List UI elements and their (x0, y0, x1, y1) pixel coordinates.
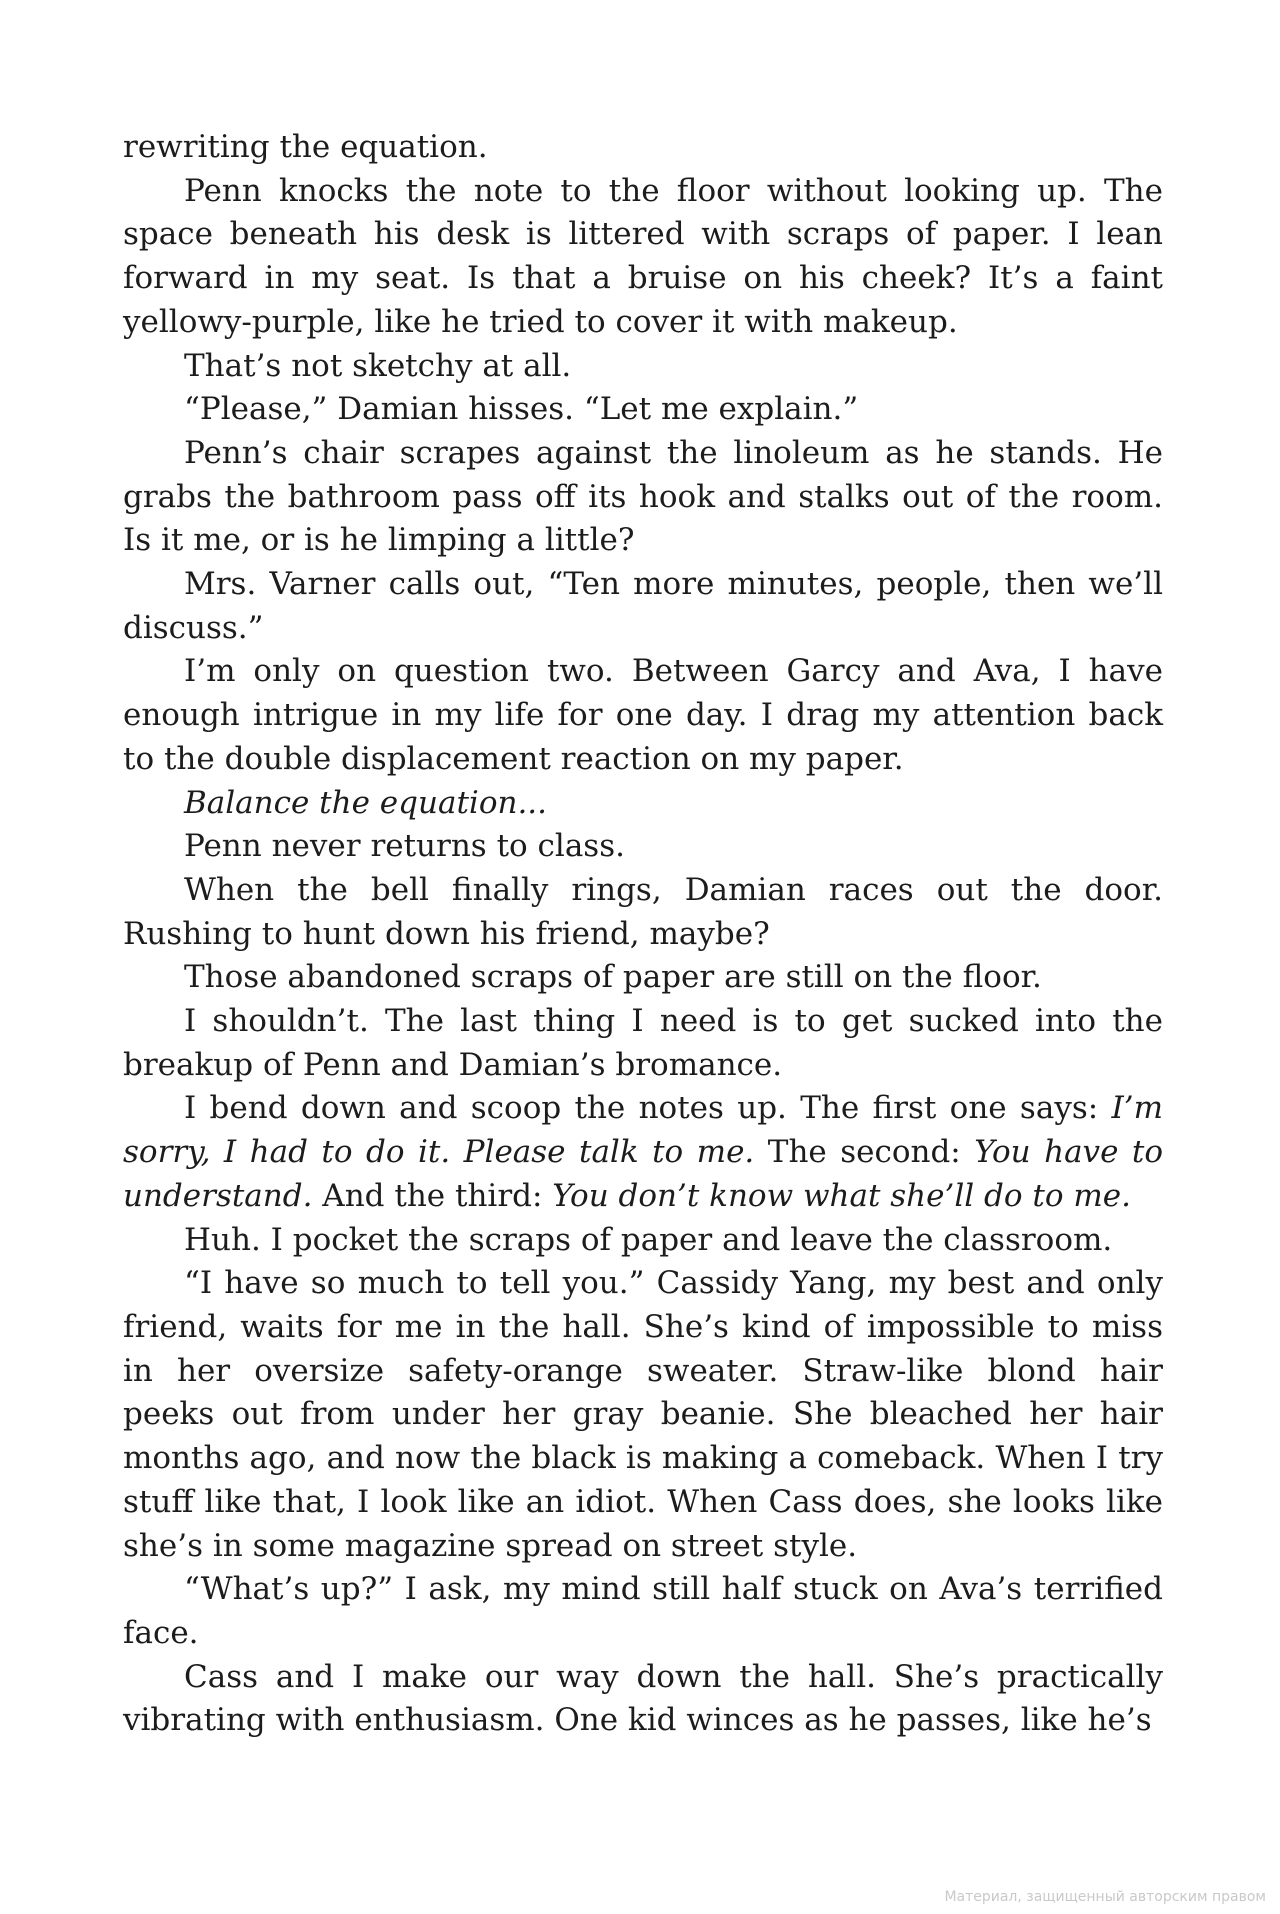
paragraph-text: I’m only on question two. Between Garcy and Ava, I have enough intrigue in my life for one day. I drag my attention back to the double displacement reaction on my paper. (123, 653, 1163, 777)
paragraph-text: “I have so much to tell you.” Cassidy Yang, my best and only friend, waits for me in the hall. She’s kind of impossible to miss in her oversize safety-orange sweater. Straw-like blond hair peeks out from under her gray beanie. She bleached her hair months ago, and now the black is making a comeback. When I try stuff like that, I look like an idiot. When Cass does, she looks like she’s in some magazine spread on street style. (123, 1265, 1163, 1564)
paragraph-text: Those abandoned scraps of paper are still on the floor. (184, 959, 1042, 996)
paragraph-text: “What’s up?” I ask, my mind still half stuck on Ava’s terrified face. (123, 1571, 1163, 1651)
paragraph (123, 345, 1163, 389)
paragraph-text: Mrs. Varner calls out, “Ten more minutes, people, then we’ll discuss.” (123, 566, 1163, 646)
paragraph (123, 1568, 1163, 1655)
paragraph-text: Cass and I make our way down the hall. She’s practically vibrating with enthusiasm. One kid winces as he passes, like he’s (123, 1658, 1163, 1739)
copyright-watermark: Материал, защищенный авторским правом (944, 1889, 1266, 1905)
book-page-text (123, 126, 1163, 1743)
paragraph-text: When the bell finally rings, Damian races out the door. Rushing to hunt down his friend, maybe? (123, 871, 1163, 952)
paragraph (123, 1087, 1163, 1218)
paragraph (123, 1000, 1163, 1087)
paragraph-text: Penn knocks the note to the floor without looking up. The space beneath his desk is littered with scraps of paper. I lean forward in my seat. Is that a bruise on his cheek? It’s a faint yellowy-purple, like he tried to cover it with makeup. (123, 172, 1163, 340)
italic-text: You have to understand. (123, 1134, 1163, 1214)
italic-text: Balance the equation... (184, 784, 548, 821)
paragraph (123, 388, 1163, 432)
paragraph-text: rewriting the equation. (123, 129, 488, 165)
paragraph (123, 956, 1163, 1000)
paragraph (123, 650, 1163, 781)
paragraph-text: “Please,” Damian hisses. “Let me explain.” (184, 391, 859, 428)
italic-text: You don’t know what she’ll do to me. (552, 1177, 1131, 1214)
paragraph (123, 825, 1163, 869)
paragraph (123, 1656, 1163, 1743)
paragraph-text: I shouldn’t. The last thing I need is to get sucked into the breakup of Penn and Damian’s bromance. (123, 1003, 1163, 1083)
paragraph (123, 170, 1163, 345)
paragraph-text: Penn’s chair scrapes against the linoleum as he stands. He grabs the bathroom pass off its hook and stalks out of the room. Is it me, or is he limping a little? (123, 434, 1163, 559)
paragraph (123, 1219, 1163, 1263)
paragraph-text: The second: (754, 1134, 975, 1171)
paragraph (123, 432, 1163, 563)
paragraph-text: And the third: (312, 1177, 553, 1214)
paragraph (123, 782, 1163, 826)
paragraph (123, 1262, 1163, 1568)
paragraph (123, 563, 1163, 650)
paragraph (123, 869, 1163, 956)
paragraph (123, 126, 1163, 170)
paragraph-text: Penn never returns to class. (184, 828, 625, 865)
paragraph-text: That’s not sketchy at all. (184, 347, 572, 384)
paragraph-text: Huh. I pocket the scraps of paper and leave the classroom. (184, 1221, 1113, 1258)
paragraph-text: I bend down and scoop the notes up. The first one says: (184, 1090, 1112, 1127)
italic-text: I’m sorry, I had to do it. Please talk to me. (123, 1090, 1163, 1171)
